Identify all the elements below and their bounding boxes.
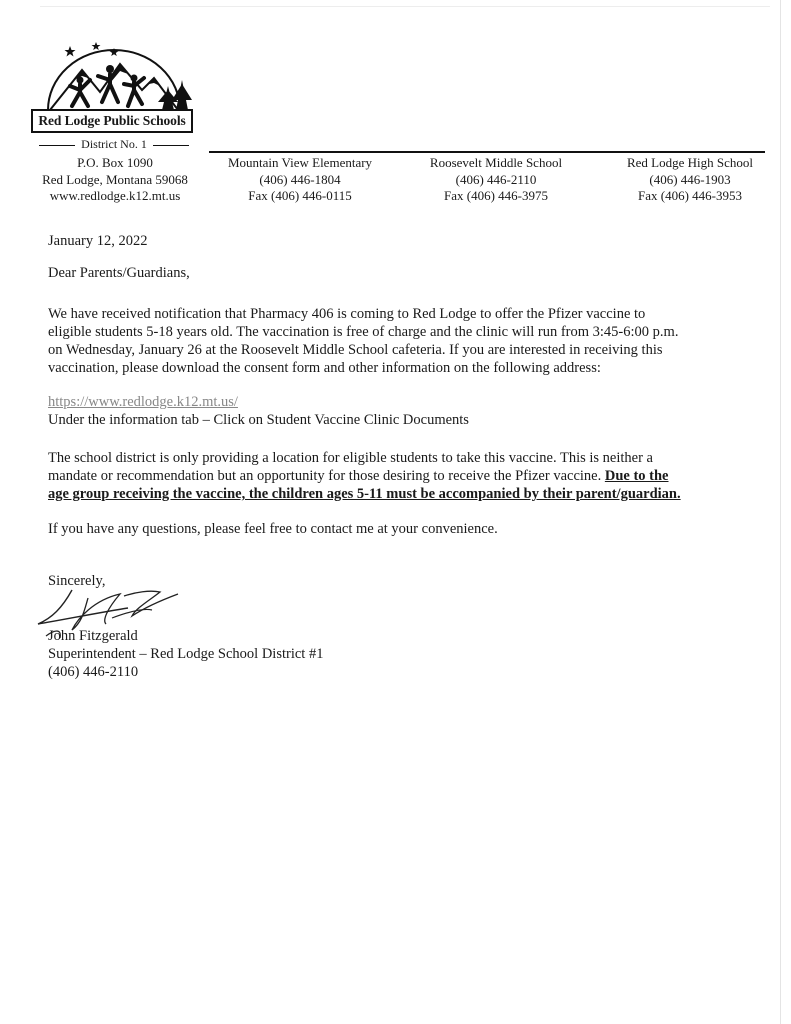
signer-phone: (406) 446-2110 bbox=[48, 664, 139, 680]
notice-bold-start: Due to the bbox=[604, 468, 669, 484]
notice-bold-line: age group receiving the vaccine, the children ages 5-11 must be accompanied by their parent/guardian. bbox=[48, 486, 681, 502]
paragraph-2-line-1: The school district is only providing a location for eligible students to take this vaccine. This is neither a bbox=[48, 450, 653, 466]
signer-name: John Fitzgerald bbox=[48, 628, 138, 644]
paragraph-2-line-2: mandate or recommendation but an opportunity for those desiring to receive the Pfizer vaccine. Due to the bbox=[48, 468, 669, 484]
signer-title: Superintendent – Red Lodge School District #1 bbox=[48, 646, 324, 662]
paragraph-1-line-3: on Wednesday, January 26 at the Roosevelt Middle School cafeteria. If you are interested in receiving this bbox=[48, 342, 663, 358]
district-office-address: P.O. Box 1090 Red Lodge, Montana 59068 www.redlodge.k12.mt.us bbox=[42, 155, 188, 203]
header-rule bbox=[209, 151, 765, 153]
school-logo bbox=[30, 40, 198, 140]
closing: Sincerely, bbox=[48, 573, 106, 589]
letter-date: January 12, 2022 bbox=[48, 233, 148, 249]
salutation: Dear Parents/Guardians, bbox=[48, 265, 190, 281]
paragraph-1-line-2: eligible students 5-18 years old. The vaccination is free of charge and the clinic will run from 3:45-6:00 p.m. bbox=[48, 324, 679, 340]
paragraph-3: If you have any questions, please feel free to contact me at your convenience. bbox=[48, 521, 498, 537]
school-name-box: Red Lodge Public Schools bbox=[31, 109, 193, 133]
website-link[interactable]: https://www.redlodge.k12.mt.us/ bbox=[48, 394, 238, 410]
link-instruction: Under the information tab – Click on Student Vaccine Clinic Documents bbox=[48, 412, 469, 428]
mountain-logo-icon bbox=[30, 40, 198, 112]
paragraph-1-line-4: vaccination, please download the consent form and other information on the following address: bbox=[48, 360, 601, 376]
district-label: District No. 1 bbox=[0, 137, 228, 151]
school-contact-high-school: Red Lodge High School (406) 446-1903 Fax (406) 446-3953 bbox=[626, 155, 753, 203]
page-edge-right bbox=[780, 0, 781, 1024]
school-contact-roosevelt: Roosevelt Middle School (406) 446-2110 Fax (406) 446-3975 bbox=[429, 155, 563, 203]
page-edge-top bbox=[40, 6, 770, 7]
paragraph-1-line-1: We have received notification that Pharmacy 406 is coming to Red Lodge to offer the Pfizer vaccine to bbox=[48, 306, 646, 322]
school-contact-mountain-view: Mountain View Elementary (406) 446-1804 Fax (406) 446-0115 bbox=[227, 155, 373, 203]
